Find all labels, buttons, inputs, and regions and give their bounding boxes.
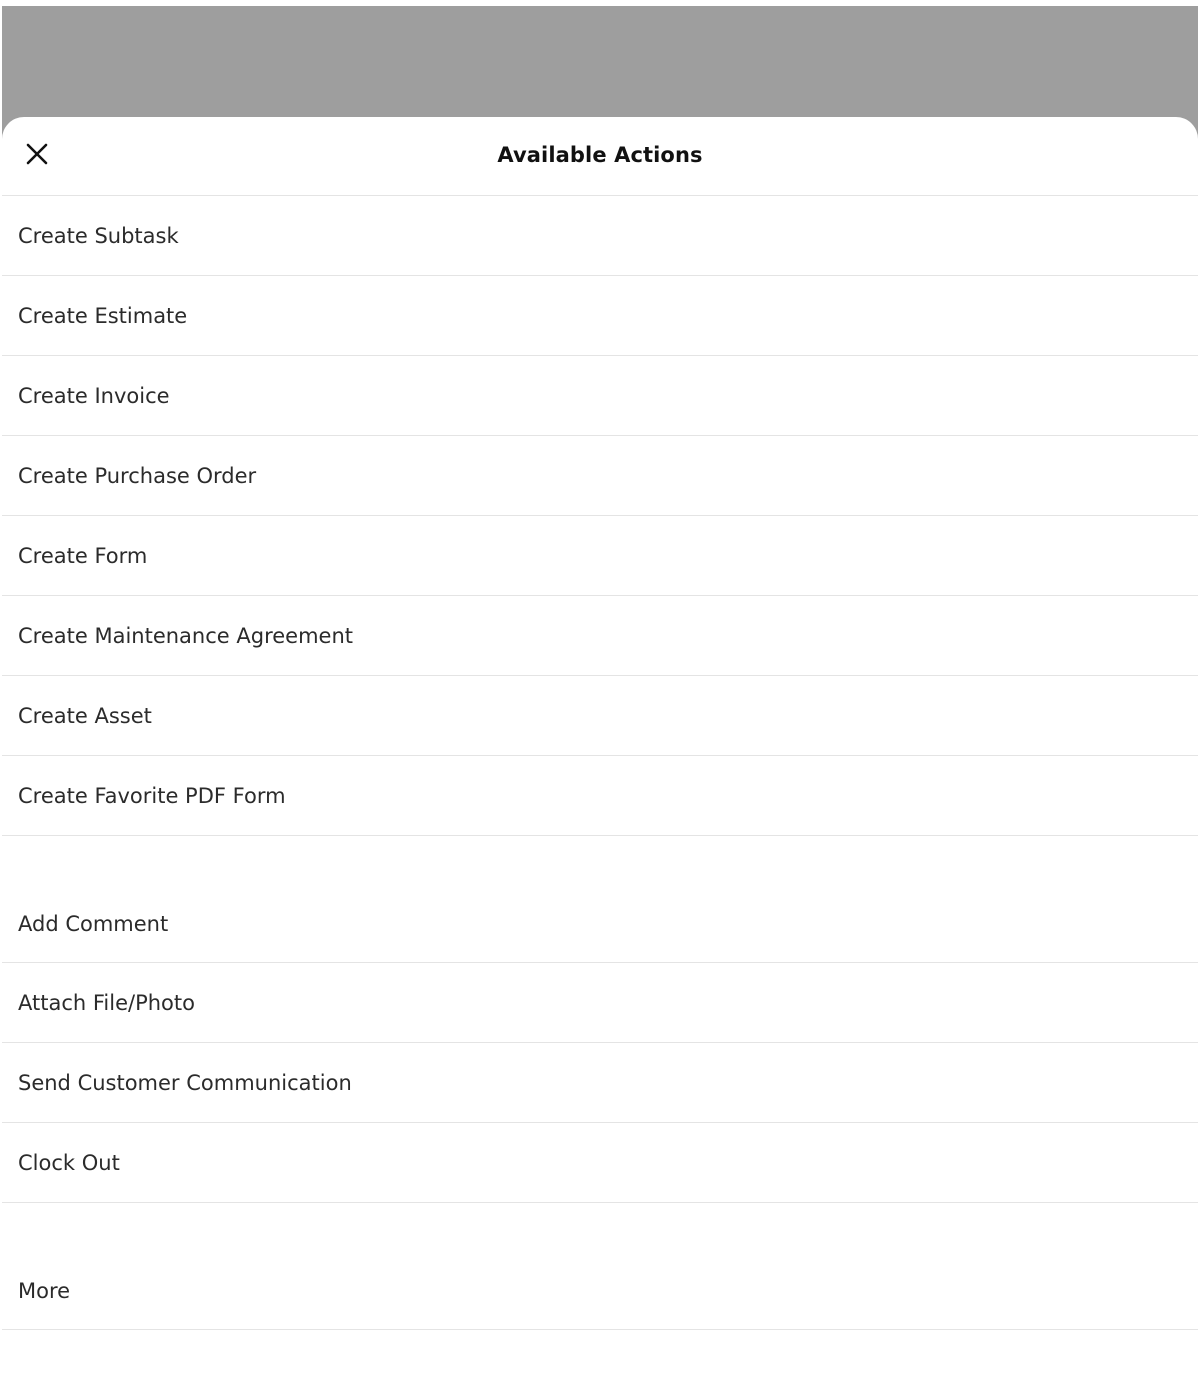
action-label: Create Purchase Order: [18, 463, 257, 488]
action-label: Create Form: [18, 543, 148, 568]
action-label: Create Subtask: [18, 223, 179, 248]
action-label: Create Invoice: [18, 383, 170, 408]
action-send-customer-communication[interactable]: [2, 1043, 1198, 1123]
action-label: Send Customer Communication: [18, 1070, 352, 1095]
action-create-purchase-order[interactable]: [2, 436, 1198, 516]
action-label: Attach File/Photo: [18, 990, 195, 1015]
action-attach-file-photo[interactable]: [2, 963, 1198, 1043]
action-label: More: [18, 1279, 71, 1303]
action-label: Create Asset: [18, 703, 152, 728]
action-label: Create Estimate: [18, 303, 188, 328]
action-label: Add Comment: [18, 912, 169, 936]
action-create-maintenance-agreement[interactable]: [2, 596, 1198, 676]
actions-bottom-sheet: [2, 117, 1198, 1390]
action-create-asset[interactable]: [2, 676, 1198, 756]
action-create-estimate[interactable]: [2, 276, 1198, 356]
action-create-invoice[interactable]: [2, 356, 1198, 436]
action-create-form[interactable]: [2, 516, 1198, 596]
action-more[interactable]: [2, 1203, 1198, 1330]
action-add-comment[interactable]: [2, 836, 1198, 963]
action-label: Create Favorite PDF Form: [18, 783, 286, 808]
action-clock-out[interactable]: [2, 1123, 1198, 1203]
action-label: Create Maintenance Agreement: [18, 623, 353, 648]
action-label: Clock Out: [18, 1150, 120, 1175]
action-create-subtask[interactable]: [2, 196, 1198, 276]
action-create-favorite-pdf-form[interactable]: [2, 756, 1198, 836]
sheet-header: [2, 117, 1198, 196]
sheet-title: Available Actions: [497, 143, 703, 167]
